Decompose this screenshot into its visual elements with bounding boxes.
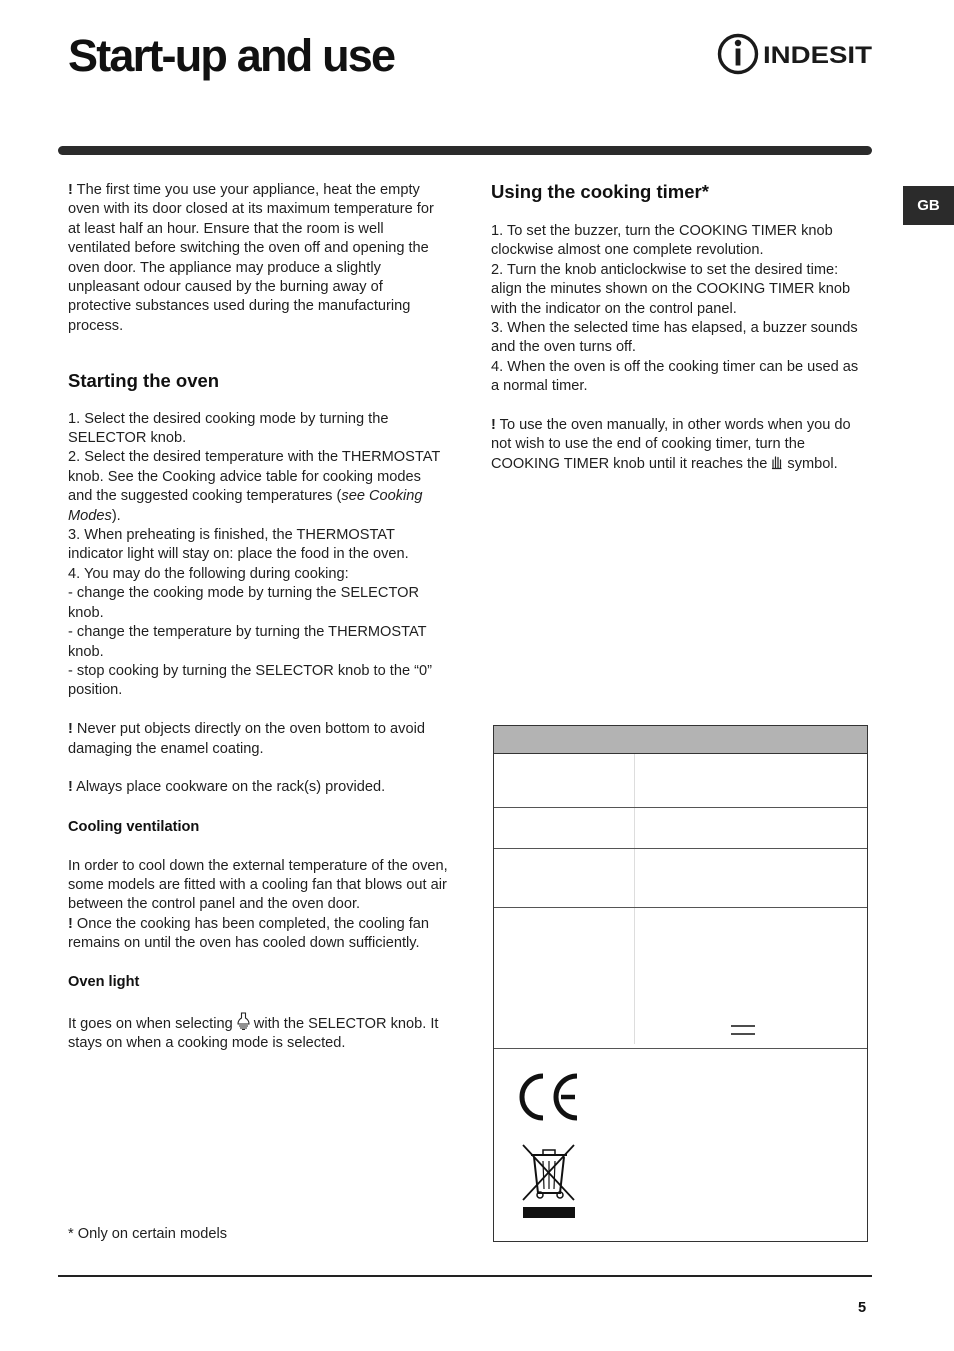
warning-oven-bottom xyxy=(68,720,448,759)
manual-note-end: symbol. xyxy=(783,455,838,472)
oven-light-heading: Oven light xyxy=(68,973,140,990)
indesit-logo xyxy=(717,32,875,76)
table-row xyxy=(494,754,867,808)
equals-symbol xyxy=(731,1025,755,1035)
oven-lamp-icon xyxy=(237,1012,250,1030)
cooling-note-text: Once the cooking has been completed, the cooling fan remains on until the oven has cooled down sufficiently. xyxy=(68,915,430,952)
brand-name: INDESIT xyxy=(763,42,873,69)
left-column xyxy=(68,181,448,1054)
cooling-ventilation-heading: Cooling ventilation xyxy=(68,818,200,835)
starting-step-2 xyxy=(68,448,448,526)
warning-mark: ! xyxy=(491,417,496,434)
step2-end: ). xyxy=(111,507,121,524)
bottom-rule xyxy=(58,1275,872,1277)
starting-step-3: 3. When preheating is finished, the THERMOSTAT indicator light will stay on: place the food in the oven. xyxy=(68,527,409,563)
manual-use-note xyxy=(491,416,869,474)
starting-bullet-3: - stop cooking by turning the SELECTOR knob to the “0” position. xyxy=(68,662,432,699)
page-title: Start-up and use xyxy=(68,30,395,81)
table-header xyxy=(494,726,867,754)
crossed-out-bin-icon xyxy=(521,1143,577,1219)
oven-light-text: It goes on when selecting xyxy=(68,1015,237,1032)
ce-mark xyxy=(515,1071,581,1123)
starting-bullet-2: - change the temperature by turning the THERMOSTAT knob. xyxy=(68,624,427,660)
table-row xyxy=(494,908,867,1049)
oven-light-text-end: with the SELECTOR knob. It stays on when a cooking mode is selected. xyxy=(68,1015,439,1052)
table-row xyxy=(494,808,867,849)
page-number: 5 xyxy=(858,1300,867,1316)
logo-stem xyxy=(736,49,741,66)
timer-step-1: 1. To set the buzzer, turn the COOKING TIMER knob clockwise almost one complete revolution. xyxy=(491,223,833,259)
warning-text: Always place cookware on the rack(s) provided. xyxy=(72,779,386,796)
footnote: * Only on certain models xyxy=(68,1226,227,1242)
top-rule xyxy=(58,146,872,155)
technical-data-table xyxy=(493,725,868,1242)
timer-step-4: 4. When the oven is off the cooking timer can be used as a normal timer. xyxy=(491,358,859,395)
step2-text: 2. Select the desired temperature with the THERMOSTAT knob. See the Cooking advice table for cooking modes and the suggested cooking temperatures ( xyxy=(68,449,441,505)
table-row xyxy=(494,849,867,908)
manual-note-text: To use the oven manually, in other words when you do not wish to use the end of cooking timer, turn the COOKING TIMER knob until it reaches the xyxy=(491,417,851,472)
starting-oven-heading: Starting the oven xyxy=(68,369,220,391)
warning-text: Never put objects directly on the oven bottom to avoid damaging the enamel coating. xyxy=(68,721,425,757)
warning-mark: ! xyxy=(68,915,73,932)
timer-step-2: 2. Turn the knob anticlockwise to set the desired time: align the minutes shown on the COOKING TIMER knob with the indicator on the control panel. xyxy=(491,261,851,317)
intro-paragraph xyxy=(68,181,448,336)
warning-cookware xyxy=(68,778,448,797)
warning-mark: ! xyxy=(68,721,73,738)
starting-step-4: 4. You may do the following during cooking: xyxy=(68,565,349,582)
right-column xyxy=(491,181,869,474)
intro-text: The first time you use your appliance, heat the empty oven with its door closed at its maximum temperature for at least half an hour. Ensure that the room is well ventilated before switching the oven off and opening the oven door. The appliance may produce a slightly unpleasant odour caused by the burning away of protective substances used during the manufacturing process. xyxy=(68,182,434,334)
logo-dot xyxy=(735,40,741,46)
cooking-modes-reference: see Cooking Modes xyxy=(68,488,423,524)
starting-step-1: 1. Select the desired cooking mode by turning the SELECTOR knob. xyxy=(68,410,389,447)
cooking-timer-heading: Using the cooking timer* xyxy=(491,181,709,202)
warning-mark: ! xyxy=(68,779,73,796)
language-tab: GB xyxy=(903,186,954,225)
warning-mark: ! xyxy=(68,182,73,198)
starting-bullet-1: - change the cooking mode by turning the SELECTOR knob. xyxy=(68,585,419,621)
hand-icon xyxy=(771,455,783,470)
cooling-paragraph: In order to cool down the external temperature of the oven, some models are fitted with a cooling fan that blows out air between the control panel and the oven door. xyxy=(68,857,448,913)
cooling-note xyxy=(68,915,448,954)
timer-step-3: 3. When the selected time has elapsed, a buzzer sounds and the oven turns off. xyxy=(491,320,858,356)
oven-light-paragraph xyxy=(68,1012,448,1054)
